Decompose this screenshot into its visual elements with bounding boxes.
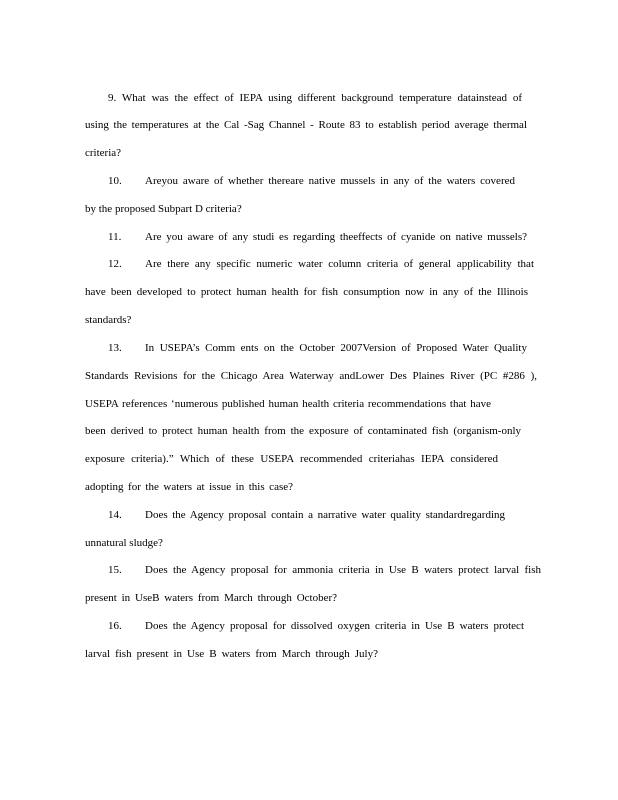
question-9-line-3: criteria? xyxy=(85,147,122,159)
question-15-number: 15. xyxy=(108,564,122,576)
question-10-number: 10. xyxy=(108,175,122,187)
question-11-line-1: Are you aware of any studi es regarding theeffects of cyanide on native mussels? xyxy=(145,231,527,243)
question-16-line-2: larval fish present in Use B waters from March through July? xyxy=(85,648,378,660)
question-14-line-1: Does the Agency proposal contain a narrative water quality standardregarding xyxy=(145,509,505,521)
question-9-line-1: 9. What was the effect of IEPA using different background temperature datainstead of xyxy=(108,92,522,104)
question-14-line-2: unnatural sludge? xyxy=(85,537,163,549)
question-13-line-1: In USEPA’s Comm ents on the October 2007Version of Proposed Water Quality xyxy=(145,342,527,354)
question-12-number: 12. xyxy=(108,258,122,270)
question-15-line-2: present in UseB waters from March through October? xyxy=(85,592,337,604)
question-13-line-4: been derived to protect human health from the exposure of contaminated fish (organism-only xyxy=(85,425,521,437)
question-11-number: 11. xyxy=(108,231,122,243)
question-13-line-5: exposure criteria).” Which of these USEPA recommended criteriahas IEPA considered xyxy=(85,453,498,465)
question-13-line-2: Standards Revisions for the Chicago Area Waterway andLower Des Plaines River (PC #286 ), xyxy=(85,370,537,382)
question-16-number: 16. xyxy=(108,620,122,632)
question-10-line-2: by the proposed Subpart D criteria? xyxy=(85,203,242,215)
question-12-line-2: have been developed to protect human health for fish consumption now in any of the Illinois xyxy=(85,286,528,298)
question-13-line-6: adopting for the waters at issue in this case? xyxy=(85,481,293,493)
question-16-line-1: Does the Agency proposal for dissolved oxygen criteria in Use B waters protect xyxy=(145,620,524,632)
question-12-line-3: standards? xyxy=(85,314,132,326)
question-12-line-1: Are there any specific numeric water column criteria of general applicability that xyxy=(145,258,534,270)
question-13-line-3: USEPA references ‘numerous published human health criteria recommendations that have xyxy=(85,398,491,410)
question-13-number: 13. xyxy=(108,342,122,354)
question-14-number: 14. xyxy=(108,509,122,521)
question-9-line-2: using the temperatures at the Cal -Sag Channel - Route 83 to establish period average thermal xyxy=(85,119,527,131)
question-15-line-1: Does the Agency proposal for ammonia criteria in Use B waters protect larval fish xyxy=(145,564,541,576)
question-10-line-1: Areyou aware of whether thereare native mussels in any of the waters covered xyxy=(145,175,515,187)
